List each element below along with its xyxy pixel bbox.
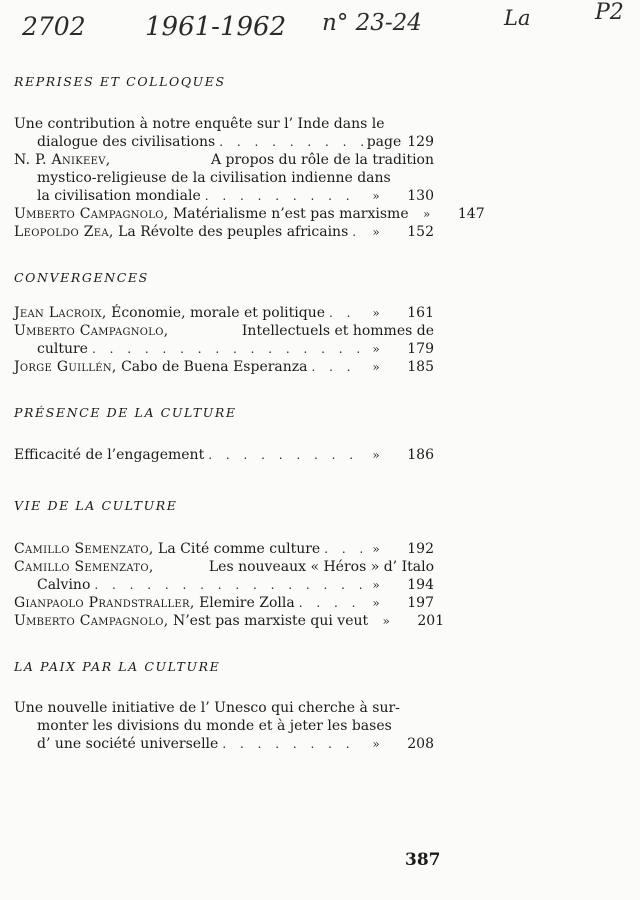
ditto-mark: » — [372, 360, 380, 374]
page-number: 208 — [407, 736, 434, 752]
entry-author: N. P. Anikeev, — [14, 152, 111, 168]
section-title-convergences: CONVERGENCES — [14, 270, 149, 285]
page-number: 161 — [407, 305, 434, 321]
entry-title-line: monter les divisions du monde et à jeter les bases — [37, 718, 392, 734]
page-number: 201 — [417, 613, 445, 629]
ditto-mark: » — [372, 578, 380, 592]
entry-author: Umberto Campagnolo, — [14, 613, 169, 629]
entry-title-line: mystico-religieuse de la civilisation indienne dans — [37, 170, 391, 186]
ditto-mark: » — [372, 448, 380, 462]
ditto-mark: » — [372, 737, 380, 751]
entry-title-line: dialogue des civilisations — [37, 134, 216, 150]
page-number: 152 — [407, 224, 434, 240]
dot-leader — [208, 446, 362, 464]
page-number: 197 — [407, 595, 434, 611]
toc-entry — [14, 612, 445, 630]
ditto-mark: » — [422, 207, 431, 221]
entry-author: Umberto Campagnolo, — [14, 323, 169, 339]
toc-entry — [14, 223, 434, 241]
toc-entry — [14, 304, 434, 322]
toc-entry — [14, 205, 485, 223]
entry-title-line: Les nouveaux « Héros » d’ Italo — [208, 559, 434, 575]
entry-title-line: Matérialisme n’est pas marxisme — [172, 206, 409, 222]
page-number: 129 — [407, 134, 434, 150]
ditto-mark: » — [372, 342, 380, 356]
dot-leader — [329, 304, 362, 322]
toc-entry — [14, 540, 434, 558]
entry-author: Camillo Semenzato, — [14, 541, 154, 557]
dot-leader — [299, 594, 362, 612]
page-number: 185 — [407, 359, 434, 375]
entry-author: Jorge Guillén, — [14, 359, 117, 375]
entry-title-line: la civilisation mondiale — [37, 188, 201, 204]
entry-title-line: Cabo de Buena Esperanza — [121, 359, 308, 375]
dot-leader — [312, 358, 362, 376]
handwritten-annotation-years: 1961-1962 — [145, 12, 287, 42]
ditto-mark: » — [372, 225, 380, 239]
ditto-mark: » — [372, 542, 380, 556]
entry-title-line: culture — [37, 341, 88, 357]
dot-leader — [92, 340, 362, 358]
entry-title-line: Efficacité de l’engagement — [14, 447, 205, 463]
dot-leader — [219, 133, 364, 151]
dot-leader — [324, 540, 362, 558]
entry-title-line: N’est pas marxiste qui veut — [172, 613, 369, 629]
toc-entry — [14, 699, 434, 753]
entry-title-line: La Révolte des peuples africains — [118, 224, 349, 240]
page-number: 147 — [457, 206, 485, 222]
entry-title-line: La Cité comme culture — [158, 541, 321, 557]
dot-leader — [222, 735, 362, 753]
ditto-mark: » — [372, 596, 380, 610]
page-number: 192 — [407, 541, 434, 557]
toc-entry — [14, 322, 434, 358]
entry-title-line: Une nouvelle initiative de l’ Unesco qui cherche à sur- — [14, 700, 400, 716]
section-title-reprises: REPRISES ET COLLOQUES — [14, 74, 226, 89]
dot-leader — [205, 187, 362, 205]
entry-title-line: d’ une société universelle — [37, 736, 219, 752]
handwritten-annotation-la: La — [504, 6, 531, 30]
entry-author: Camillo Semenzato, — [14, 559, 154, 575]
entry-title-line: Économie, morale et politique — [111, 305, 326, 321]
entry-title-line: A propos du rôle de la tradition — [210, 152, 434, 168]
entry-title-line: Intellectuels et hommes de — [241, 323, 434, 339]
entry-title-line: Calvino — [37, 577, 91, 593]
page-label: page — [366, 134, 402, 150]
ditto-mark: » — [382, 614, 390, 628]
toc-entry — [14, 594, 434, 612]
page-number: 130 — [407, 188, 434, 204]
page-number-footer: 387 — [405, 850, 441, 870]
entry-author: Jean Lacroix, — [14, 305, 107, 321]
toc-entry — [14, 446, 434, 464]
section-title-paix: LA PAIX PAR LA CULTURE — [14, 659, 221, 674]
handwritten-annotation-p2: P2 — [595, 0, 624, 25]
toc-entry — [14, 115, 434, 151]
toc-entry — [14, 558, 434, 594]
handwritten-annotation-issue: n° 23-24 — [322, 10, 422, 36]
dot-leader — [94, 576, 362, 594]
ditto-mark: » — [372, 306, 380, 320]
toc-entry — [14, 151, 434, 205]
page-ref — [364, 133, 434, 151]
handwritten-annotation-catalog-number: 2702 — [22, 12, 86, 41]
entry-author: Gianpaolo Prandstraller, — [14, 595, 195, 611]
section-title-vie: VIE DE LA CULTURE — [14, 498, 178, 513]
page-number: 194 — [407, 577, 434, 593]
page-number: 179 — [407, 341, 434, 357]
toc-entry — [14, 358, 434, 376]
entry-author: Leopoldo Zea, — [14, 224, 114, 240]
page-number: 186 — [407, 447, 434, 463]
entry-title-line: Elemire Zolla — [199, 595, 295, 611]
dot-leader — [352, 223, 362, 241]
ditto-mark: » — [372, 189, 380, 203]
entry-title-line: Une contribution à notre enquête sur l’ Inde dans le — [14, 116, 385, 132]
section-title-presence: PRÉSENCE DE LA CULTURE — [14, 405, 237, 420]
entry-author: Umberto Campagnolo, — [14, 206, 169, 222]
